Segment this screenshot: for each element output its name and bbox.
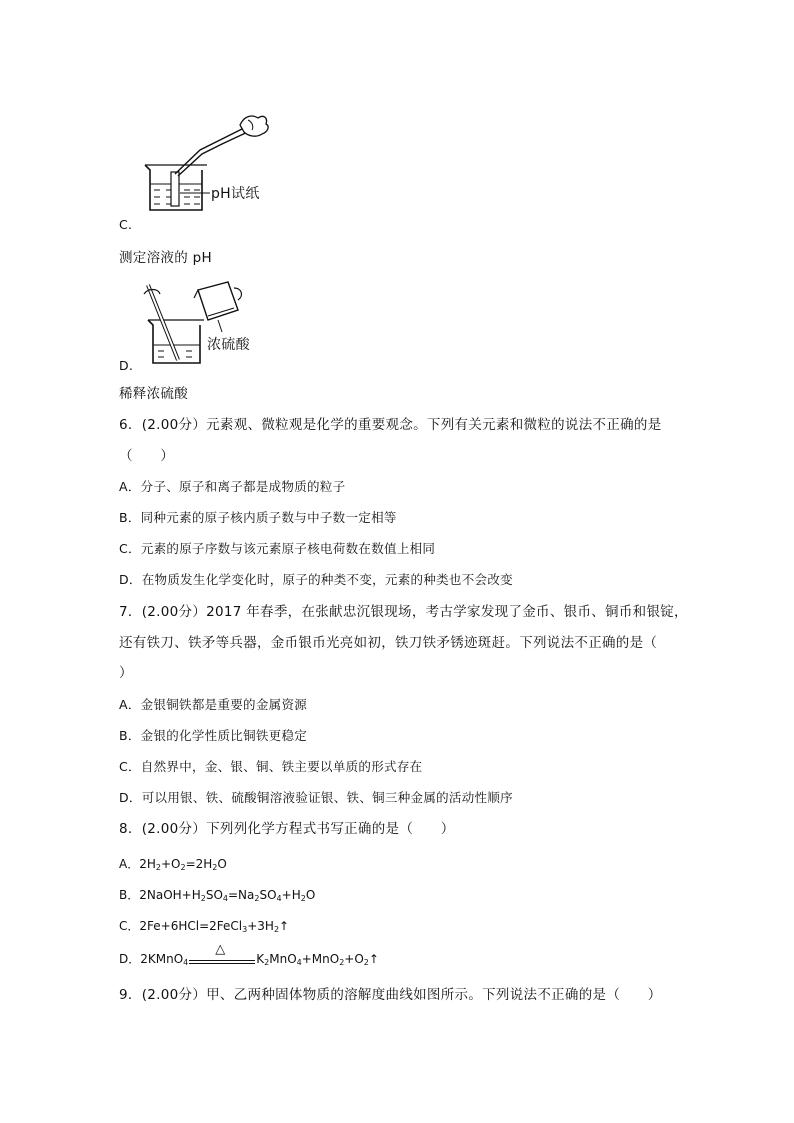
- q8-option-c: C．$2Fe+6HCl=2FeCl_3+3H_2↑$: [119, 919, 290, 934]
- heating-condition-sign: [189, 942, 255, 966]
- q8-option-d: D．2KMnO$_4$ △ $K_2MnO_4+MnO_2+O_2↑$: [119, 942, 379, 967]
- q8-option-a-label: A．: [119, 857, 140, 871]
- q7-stem-line1: 7．(2.00分）2017 年春季，在张献忠沉银现场，考古学家发现了金币、银币、铜币和银锭，: [119, 604, 688, 620]
- figure-c-caption: 测定溶液的 pH: [119, 250, 212, 266]
- q6-option-b: B．同种元素的原子核内质子数与中子数一定相等: [119, 510, 397, 525]
- q7-option-c: C．自然界中，金、银、铜、铁主要以单质的形式存在: [119, 759, 423, 774]
- gas-arrow-icon: ↑: [368, 952, 379, 966]
- q8-option-c-label: C．: [119, 919, 140, 933]
- q7-option-b: B．金银的化学性质比铜铁更稳定: [119, 728, 308, 743]
- q9-stem: 9．(2.00分）甲、乙两种固体物质的溶解度曲线如图所示。下列说法不正确的是（ ）: [119, 987, 662, 1003]
- q8-option-b-label: B．: [119, 888, 140, 902]
- acid-label: 浓硫酸: [207, 337, 250, 353]
- q6-option-a: A．分子、原子和离子都是成物质的粒子: [119, 479, 346, 494]
- q7-option-a: A．金银铜铁都是重要的金属资源: [119, 697, 308, 712]
- q6-answer-paren: （ ）: [119, 448, 175, 464]
- q7-option-d: D．可以用银、铁、硫酸铜溶液验证银、铁、铜三种金属的活动性顺序: [119, 790, 513, 805]
- q6-option-c: C．元素的原子序数与该元素原子核电荷数在数值上相同: [119, 541, 436, 556]
- figure-d-caption: 稀释浓硫酸: [119, 386, 188, 402]
- q7-stem-line3: ）: [119, 665, 133, 681]
- q8-stem: 8．(2.00分）下列列化学方程式书写正确的是（ ）: [119, 821, 455, 837]
- heat-triangle-icon: △: [215, 942, 226, 957]
- q6-option-d: D．在物质发生化学变化时，原子的种类不变，元素的种类也不会改变: [119, 572, 513, 587]
- q8-option-b: B．$2NaOH+H_2SO_4=Na_2SO_4+H_2O$: [119, 888, 316, 903]
- q8-option-a: A．$2H_2+O_2=2H_2O$: [119, 857, 227, 872]
- ph-paper-label: pH试纸: [211, 186, 260, 202]
- gas-arrow-icon: ↑: [279, 919, 290, 933]
- q6-stem: 6．(2.00分）元素观、微粒观是化学的重要观念。下列有关元素和微粒的说法不正确的是: [119, 417, 662, 433]
- option-c-label: C.: [119, 217, 133, 232]
- q7-stem-line2: 还有铁刀、铁矛等兵器，金币银币光亮如初，铁刀铁矛锈迹斑赶。下列说法不正确的是（: [119, 635, 658, 651]
- q8-option-d-label: D．: [119, 952, 141, 966]
- option-d-label: D.: [119, 358, 134, 373]
